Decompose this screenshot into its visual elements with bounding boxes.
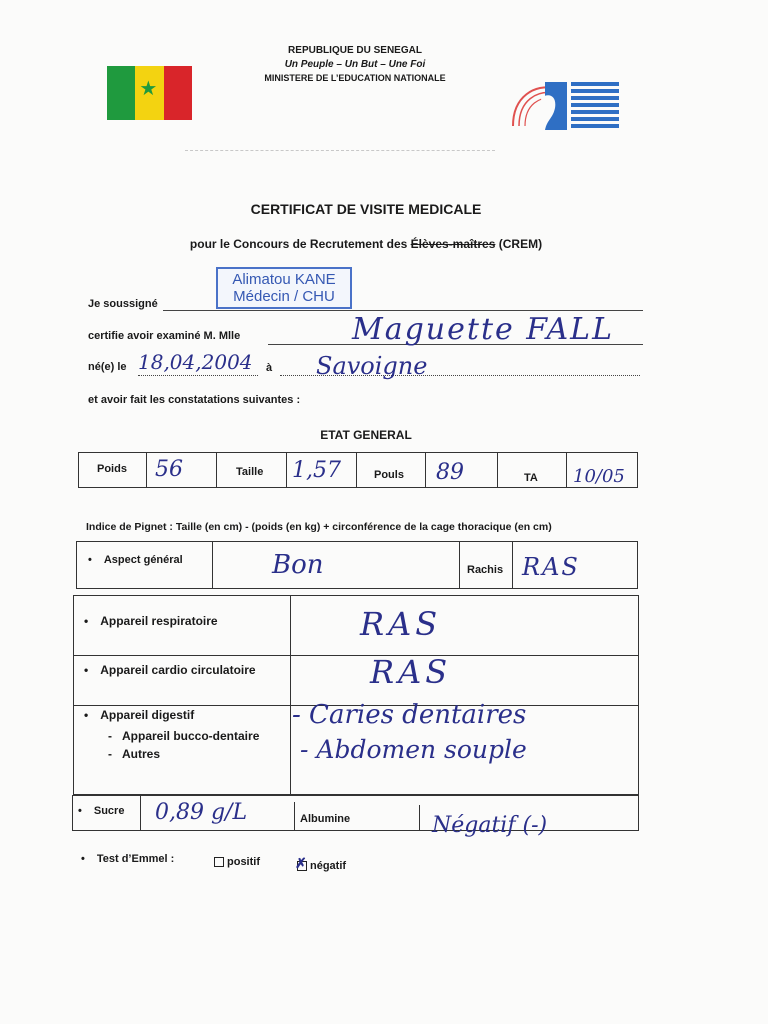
- vitals-divider: [497, 452, 498, 488]
- certifie-label: certifie avoir examiné M. Mlle: [88, 330, 241, 342]
- subtitle-struck: Élèves-maîtres: [410, 237, 496, 251]
- bucco-text: Appareil bucco-dentaire: [122, 729, 260, 743]
- rachis-label: Rachis: [467, 564, 504, 576]
- subtitle-post: (CREM): [498, 237, 543, 251]
- doctor-stamp: [216, 267, 352, 309]
- birthplace-label: à: [266, 362, 273, 374]
- taille-label: Taille: [236, 466, 264, 478]
- birthplace-value: Savoigne: [316, 352, 428, 380]
- soussigne-label: Je soussigné: [88, 298, 158, 310]
- appareils-divider: [290, 595, 291, 795]
- ministry: MINISTERE DE L’EDUCATION NATIONALE: [264, 73, 446, 83]
- ministry-logo: [505, 78, 620, 133]
- vitals-divider: [146, 452, 147, 488]
- document-title: CERTIFICAT DE VISITE MEDICALE: [250, 201, 482, 217]
- poids-label: Poids: [97, 463, 127, 475]
- stamp-role: Médecin / CHU: [233, 288, 335, 305]
- cardio-value: RAS: [370, 653, 452, 691]
- aspect-divider: [512, 541, 513, 589]
- constatations-label: et avoir fait les constatations suivantes :: [88, 394, 301, 406]
- autres-label: - Autres: [108, 747, 161, 761]
- analyses-divider: [140, 795, 141, 831]
- birthdate-line: [138, 375, 258, 376]
- aspect-divider: [212, 541, 213, 589]
- subtitle-pre: pour le Concours de Recrutement des: [189, 237, 408, 251]
- stamp-name: Alimatou KANE: [232, 271, 336, 288]
- pouls-value: 89: [436, 460, 464, 485]
- positif-checkbox: [214, 857, 224, 867]
- patient-name: Maguette FALL: [352, 312, 615, 347]
- soussigne-line: [163, 310, 643, 311]
- rachis-value: RAS: [522, 553, 580, 581]
- aspect-value: Bon: [272, 550, 324, 580]
- etat-general-title: ETAT GENERAL: [320, 428, 412, 442]
- aspect-label: • Aspect général: [88, 554, 183, 566]
- vitals-divider: [356, 452, 357, 488]
- aspect-divider: [459, 541, 460, 589]
- autres-text: Autres: [122, 747, 161, 761]
- vitals-divider: [216, 452, 217, 488]
- negatif-checkbox-checked: [295, 855, 307, 872]
- ta-label: TA: [524, 472, 538, 484]
- vitals-divider: [566, 452, 567, 488]
- sucre-value: 0,89 g/L: [155, 800, 248, 825]
- emmel-positif-option: [214, 856, 260, 868]
- positif-label: positif: [227, 856, 260, 868]
- ta-value: 10/05: [573, 466, 625, 487]
- document-subtitle: [0, 237, 732, 251]
- digestif-value-1: - Caries dentaires: [292, 700, 527, 730]
- analyses-divider: [419, 805, 420, 831]
- vitals-divider: [286, 452, 287, 488]
- check-x-icon: ✗: [295, 855, 307, 872]
- senegal-flag: [107, 66, 192, 120]
- respiratoire-value: RAS: [360, 605, 442, 643]
- header-divider: [185, 150, 495, 151]
- emmel-negatif-option: [295, 855, 347, 872]
- analyses-divider: [294, 802, 295, 831]
- pignet-formula: Indice de Pignet : Taille (en cm) - (poids (en kg) + circonférence de la cage thoracique (en cm): [86, 521, 552, 533]
- birthdate-value: 18,04,2004: [138, 350, 253, 374]
- emmel-label: • Test d’Emmel :: [81, 853, 174, 865]
- vitals-divider: [425, 452, 426, 488]
- negatif-label: négatif: [310, 860, 347, 872]
- star-icon: ★: [139, 78, 158, 100]
- pouls-label: Pouls: [374, 469, 404, 481]
- motto: Un Peuple – Un But – Une Foi: [284, 59, 426, 70]
- birthdate-label: né(e) le: [88, 361, 127, 373]
- digestif-label: • Appareil digestif: [84, 708, 194, 722]
- bucco-label: - Appareil bucco-dentaire: [108, 729, 260, 743]
- albumine-value: Négatif (-): [432, 813, 548, 838]
- cardio-label: • Appareil cardio circulatoire: [84, 663, 256, 677]
- poids-value: 56: [155, 457, 183, 482]
- taille-value: 1,57: [292, 458, 341, 483]
- republic-title: REPUBLIQUE DU SENEGAL: [288, 45, 422, 56]
- sucre-label: • Sucre: [78, 805, 124, 817]
- digestif-value-2: - Abdomen souple: [300, 735, 527, 764]
- albumine-label: Albumine: [300, 813, 351, 825]
- appareils-row-line: [73, 655, 639, 656]
- respiratoire-label: • Appareil respiratoire: [84, 614, 218, 628]
